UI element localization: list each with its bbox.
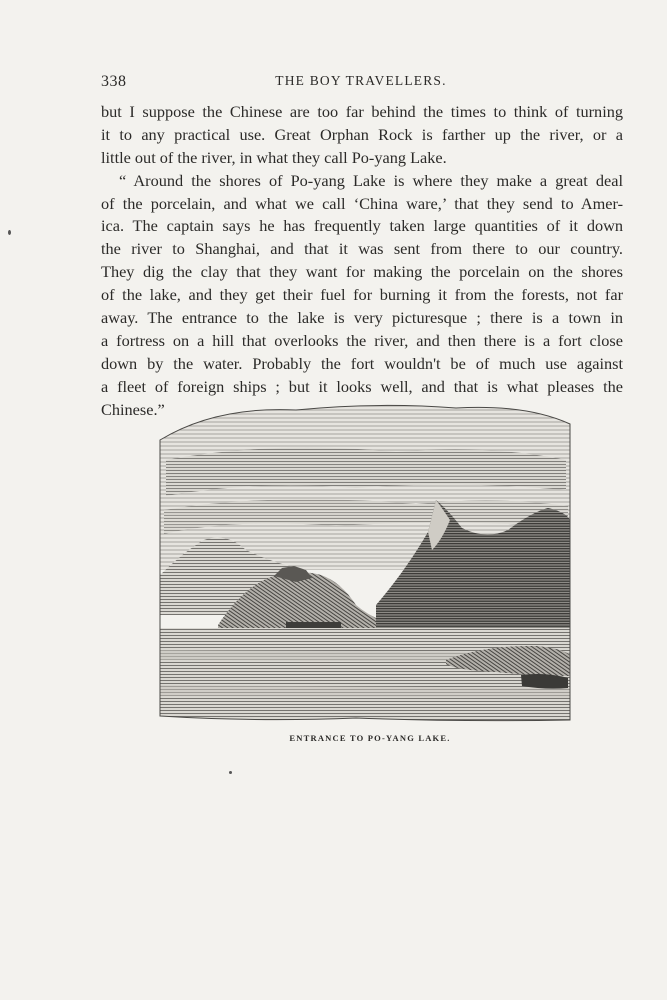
text-line: down by the water. Probably the fort wouldn't be of much use against [101,353,623,373]
figure-caption: ENTRANCE TO PO-YANG LAKE. [289,733,451,743]
text-line: it to any practical use. Great Orphan Rock is farther up the river, or a [101,124,623,144]
ink-speck [8,230,11,235]
text-line: but I suppose the Chinese are too far behind the times to think of turning [101,102,623,121]
body-text [101,101,623,421]
text-line: of the lake, and they get their fuel for burning it from the forests, not far [101,285,623,305]
text-line: of the porcelain, and what we call ‘China ware,’ that they send to Amer- [101,193,623,213]
text-line: They dig the clay that they want for making the porcelain on the shores [101,262,623,282]
text-line: away. The entrance to the lake is very picturesque ; there is a town in [101,308,623,328]
text-line: a fortress on a hill that overlooks the river, and then there is a fort close [101,330,623,350]
running-title: THE BOY TRAVELLERS. [275,73,447,88]
engraving-illustration [156,400,576,725]
page-number: 338 [101,73,127,90]
text-line: little out of the river, in what they call Po-yang Lake. [101,147,447,167]
text-line: ica. The captain says he has frequently taken large quantities of it down [101,216,623,236]
lake-engraving-image [156,400,576,725]
text-line: “ Around the shores of Po-yang Lake is where they make a great deal [119,170,623,190]
page-header [101,73,621,93]
text-line: a fleet of foreign ships ; but it looks well, and that is what pleases the [101,376,623,396]
text-line: the river to Shanghai, and that it was sent from there to our country. [101,239,623,259]
ink-speck [229,771,232,774]
text-line: Chinese.” [101,399,165,419]
